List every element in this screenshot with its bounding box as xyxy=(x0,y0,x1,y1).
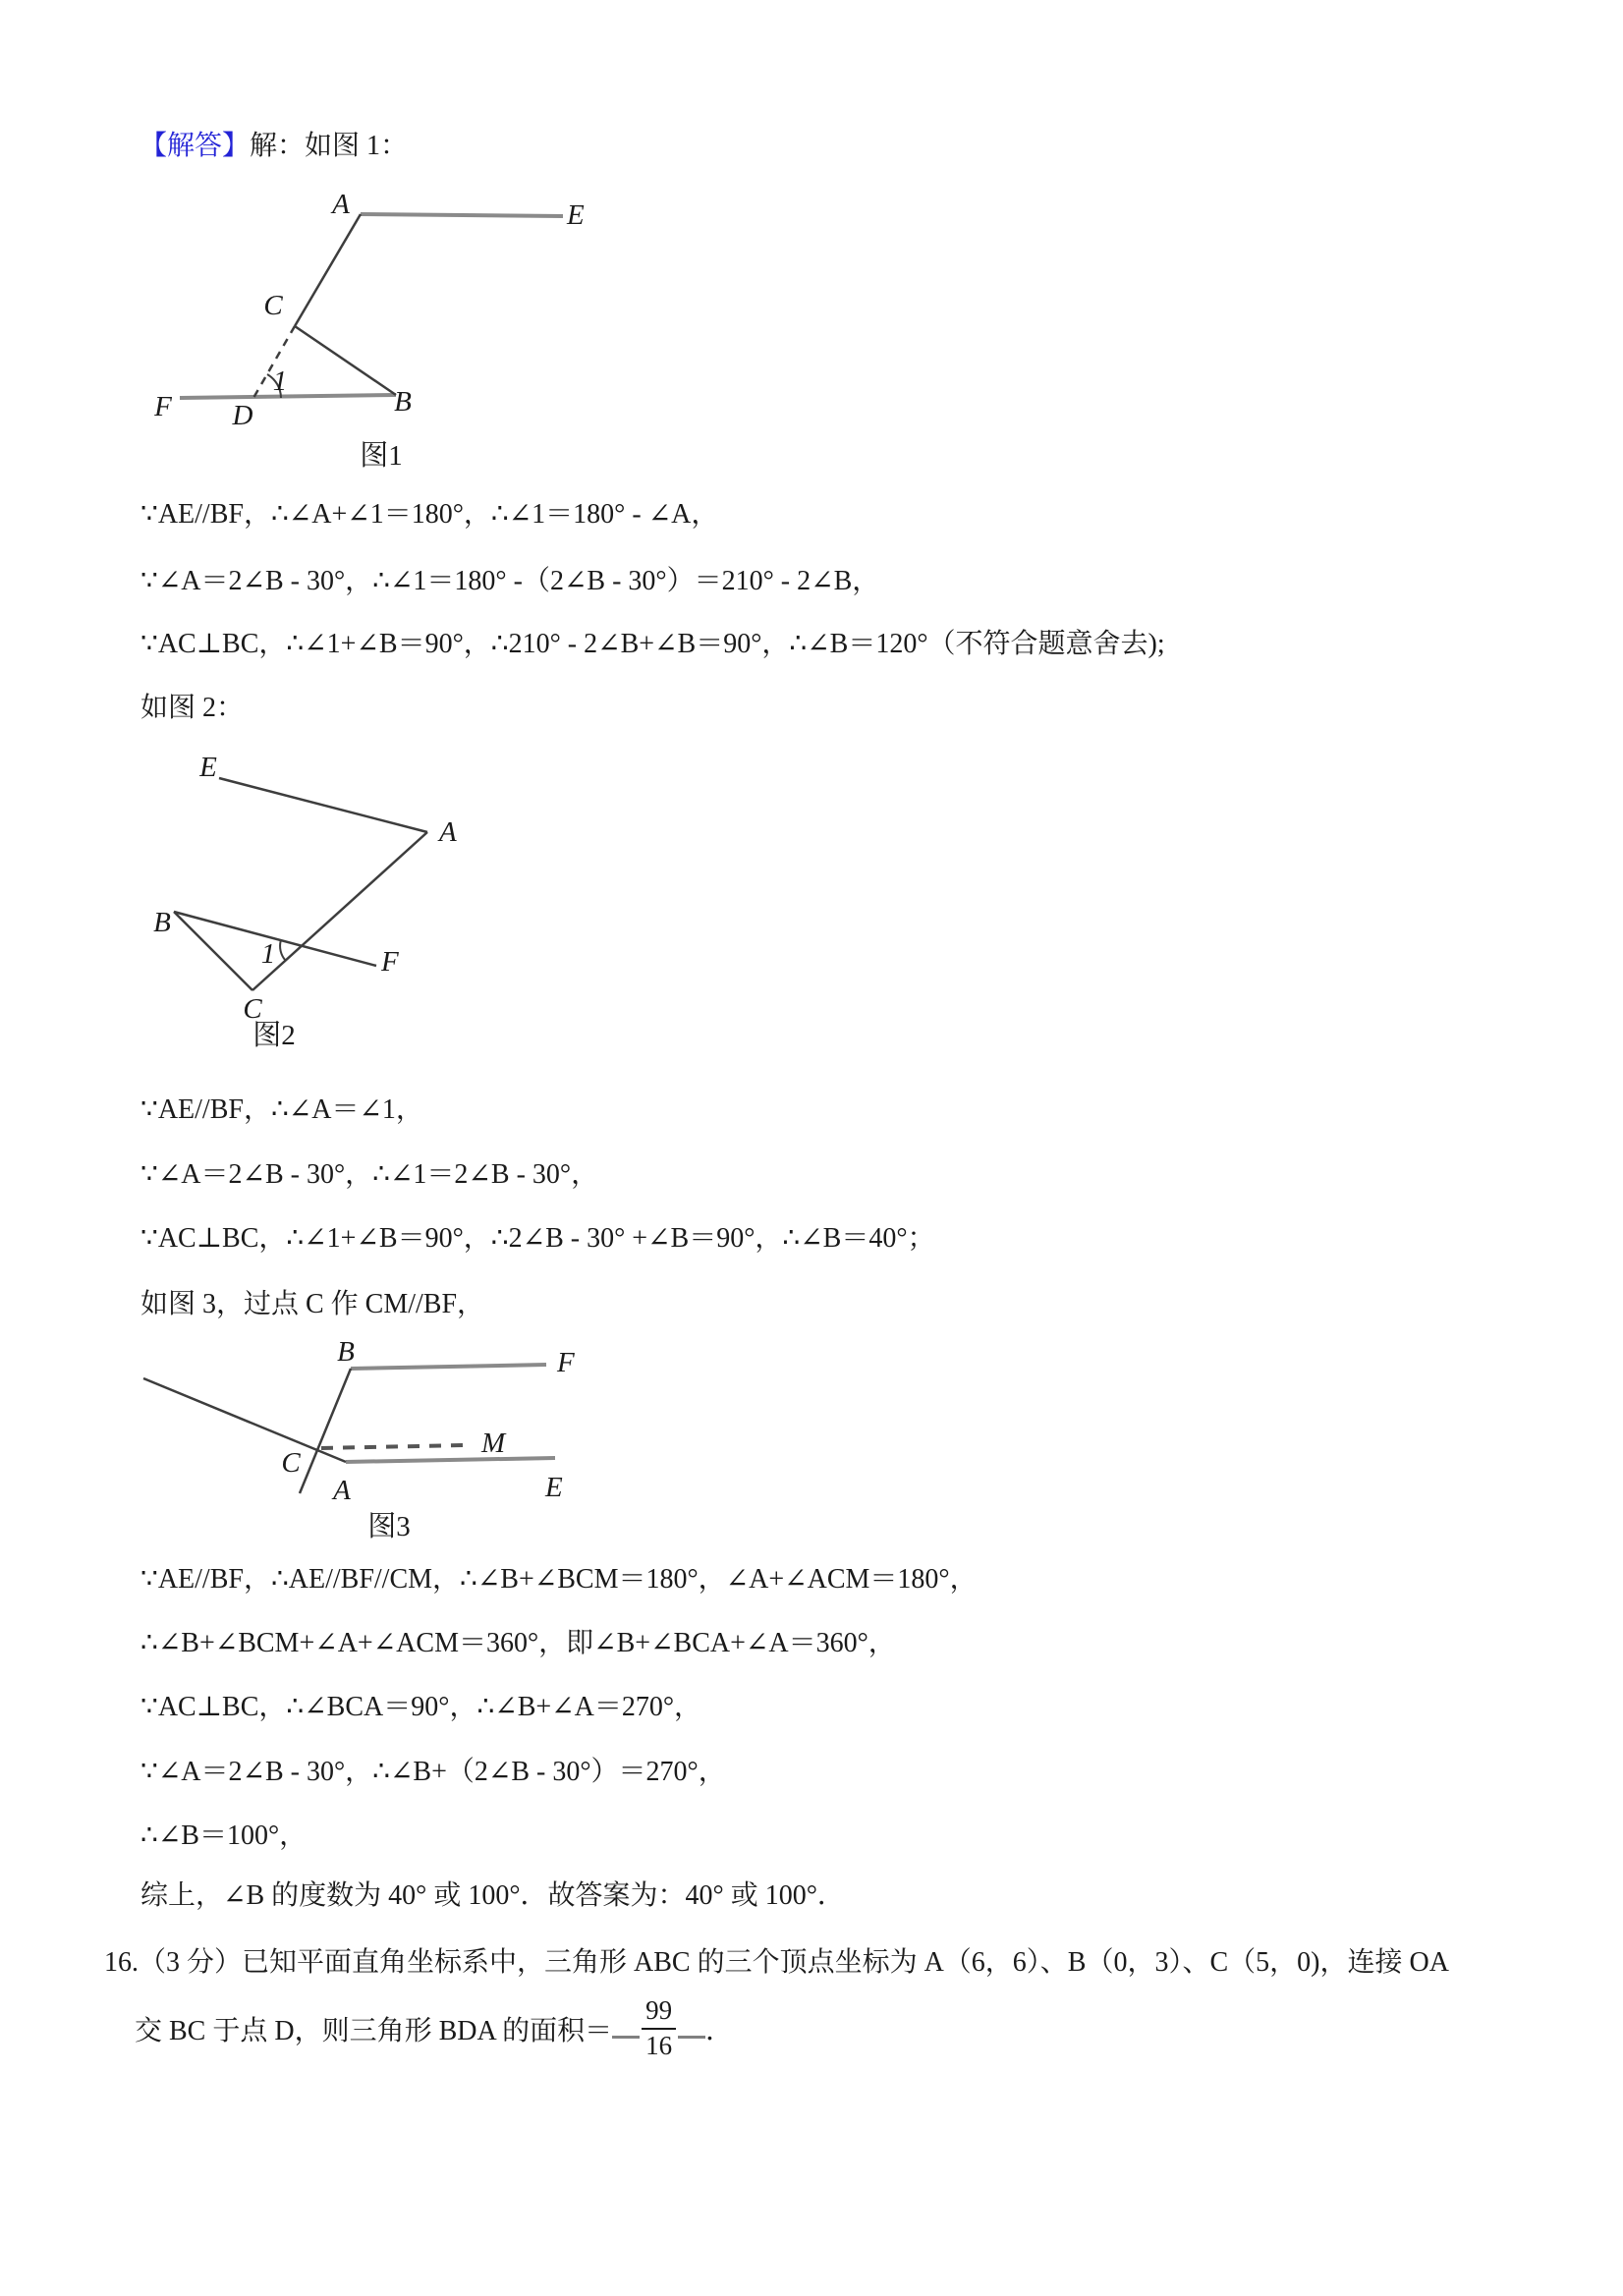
math-line-3: ∵AC⊥BC，∴∠1+∠B＝90°，∴210° - 2∠B+∠B＝90°，∴∠B＝120°（不符合题意舍去); xyxy=(140,629,1165,659)
fig1-label-A: A xyxy=(332,189,350,220)
fig1-line-FB xyxy=(180,395,396,398)
fig2-label-E: E xyxy=(199,752,217,783)
fig1-label-angle1: 1 xyxy=(272,365,288,397)
fig2-line-BC xyxy=(174,912,252,990)
math-line-9: ∵AE//BF，∴AE//BF//CM，∴∠B+∠BCM＝180°，∠A+∠ACM＝180°， xyxy=(140,1564,978,1595)
answer-blank-right xyxy=(678,2018,705,2039)
fig2-caption: 图2 xyxy=(252,1020,296,1051)
fig3-intro-line: 如图 3，过点 C 作 CM//BF， xyxy=(140,1289,485,1319)
fig3-line-AE xyxy=(346,1458,555,1462)
fig3-line-BF xyxy=(351,1365,546,1369)
fig1-line-AE xyxy=(361,214,563,216)
fig3-label-M: M xyxy=(481,1428,506,1459)
fig3-line-through-C-to-A xyxy=(143,1378,346,1462)
figure-2 xyxy=(147,747,486,1061)
fig2-label-F: F xyxy=(381,946,399,978)
heading-text: 解：如图 1： xyxy=(250,131,409,161)
figure-3 xyxy=(103,1336,599,1552)
math-line-11: ∵AC⊥BC，∴∠BCA＝90°，∴∠B+∠A＝270°， xyxy=(140,1692,702,1722)
problem16-prefix: 交 BC 于点 D，则三角形 BDA 的面积＝ xyxy=(135,2015,613,2046)
fig1-label-B: B xyxy=(394,386,412,418)
fig1-line-CB xyxy=(295,326,396,395)
fig3-label-F: F xyxy=(557,1347,575,1378)
answer-tag: 【解答】 xyxy=(140,131,251,161)
fig3-label-E: E xyxy=(545,1472,563,1503)
fig2-label-B: B xyxy=(153,907,171,938)
fig1-label-E: E xyxy=(567,199,585,231)
fig2-line-AC xyxy=(252,832,427,990)
math-line-6: ∵∠A＝2∠B - 30°，∴∠1＝2∠B - 30°， xyxy=(140,1159,599,1190)
math-line-5: ∵AE//BF，∴∠A＝∠1， xyxy=(140,1094,423,1125)
answer-fraction xyxy=(642,1994,676,2063)
fig1-label-F: F xyxy=(154,391,172,422)
fraction-numerator: 99 xyxy=(645,1995,673,2025)
fig1-line-AC xyxy=(295,214,361,326)
fig2-label-angle1: 1 xyxy=(260,938,276,970)
problem16-continuation xyxy=(135,1994,733,2063)
fig3-label-B: B xyxy=(337,1336,355,1368)
math-line-7: ∵AC⊥BC，∴∠1+∠B＝90°，∴2∠B - 30° +∠B＝90°，∴∠B＝40°； xyxy=(140,1223,935,1254)
fig2-label-C: C xyxy=(243,993,262,1025)
math-line-10: ∴∠B+∠BCM+∠A+∠ACM＝360°，即∠B+∠BCA+∠A＝360°， xyxy=(140,1628,896,1658)
fig3-caption: 图3 xyxy=(367,1511,411,1542)
problem16-suffix: ． xyxy=(705,2015,734,2046)
fig2-intro-line: 如图 2： xyxy=(140,693,245,723)
math-line-2: ∵∠A＝2∠B - 30°，∴∠1＝180° -（2∠B - 30°）＝210° - 2∠B， xyxy=(140,566,880,596)
fraction-denominator: 16 xyxy=(642,2028,676,2063)
fig3-label-C: C xyxy=(281,1447,301,1479)
conclusion-line: 综上，∠B 的度数为 40° 或 100°．故答案为：40° 或 100°． xyxy=(140,1880,845,1911)
answer-blank-left xyxy=(612,2018,640,2039)
fig1-label-C: C xyxy=(263,290,283,321)
fig2-angle-arc xyxy=(280,940,286,960)
fig3-label-A: A xyxy=(333,1475,351,1506)
fig2-line-EA xyxy=(219,778,427,832)
fig2-label-A: A xyxy=(439,816,457,848)
problem16-text: 16.（3 分）已知平面直角坐标系中，三角形 ABC 的三个顶点坐标为 A（6，6）、B（0，3）、C（5，0)，连接 OA xyxy=(104,1947,1449,1978)
fig1-caption: 图1 xyxy=(360,440,403,472)
fig3-line-CM-dashed xyxy=(321,1445,465,1448)
math-line-1: ∵AE//BF，∴∠A+∠1＝180°，∴∠1＝180° - ∠A， xyxy=(140,499,719,530)
math-line-13: ∴∠B＝100°， xyxy=(140,1820,308,1851)
math-line-12: ∵∠A＝2∠B - 30°，∴∠B+（2∠B - 30°）＝270°， xyxy=(140,1757,726,1787)
solution-heading xyxy=(140,129,408,164)
fig1-label-D: D xyxy=(232,400,253,431)
figure-1 xyxy=(147,182,599,486)
